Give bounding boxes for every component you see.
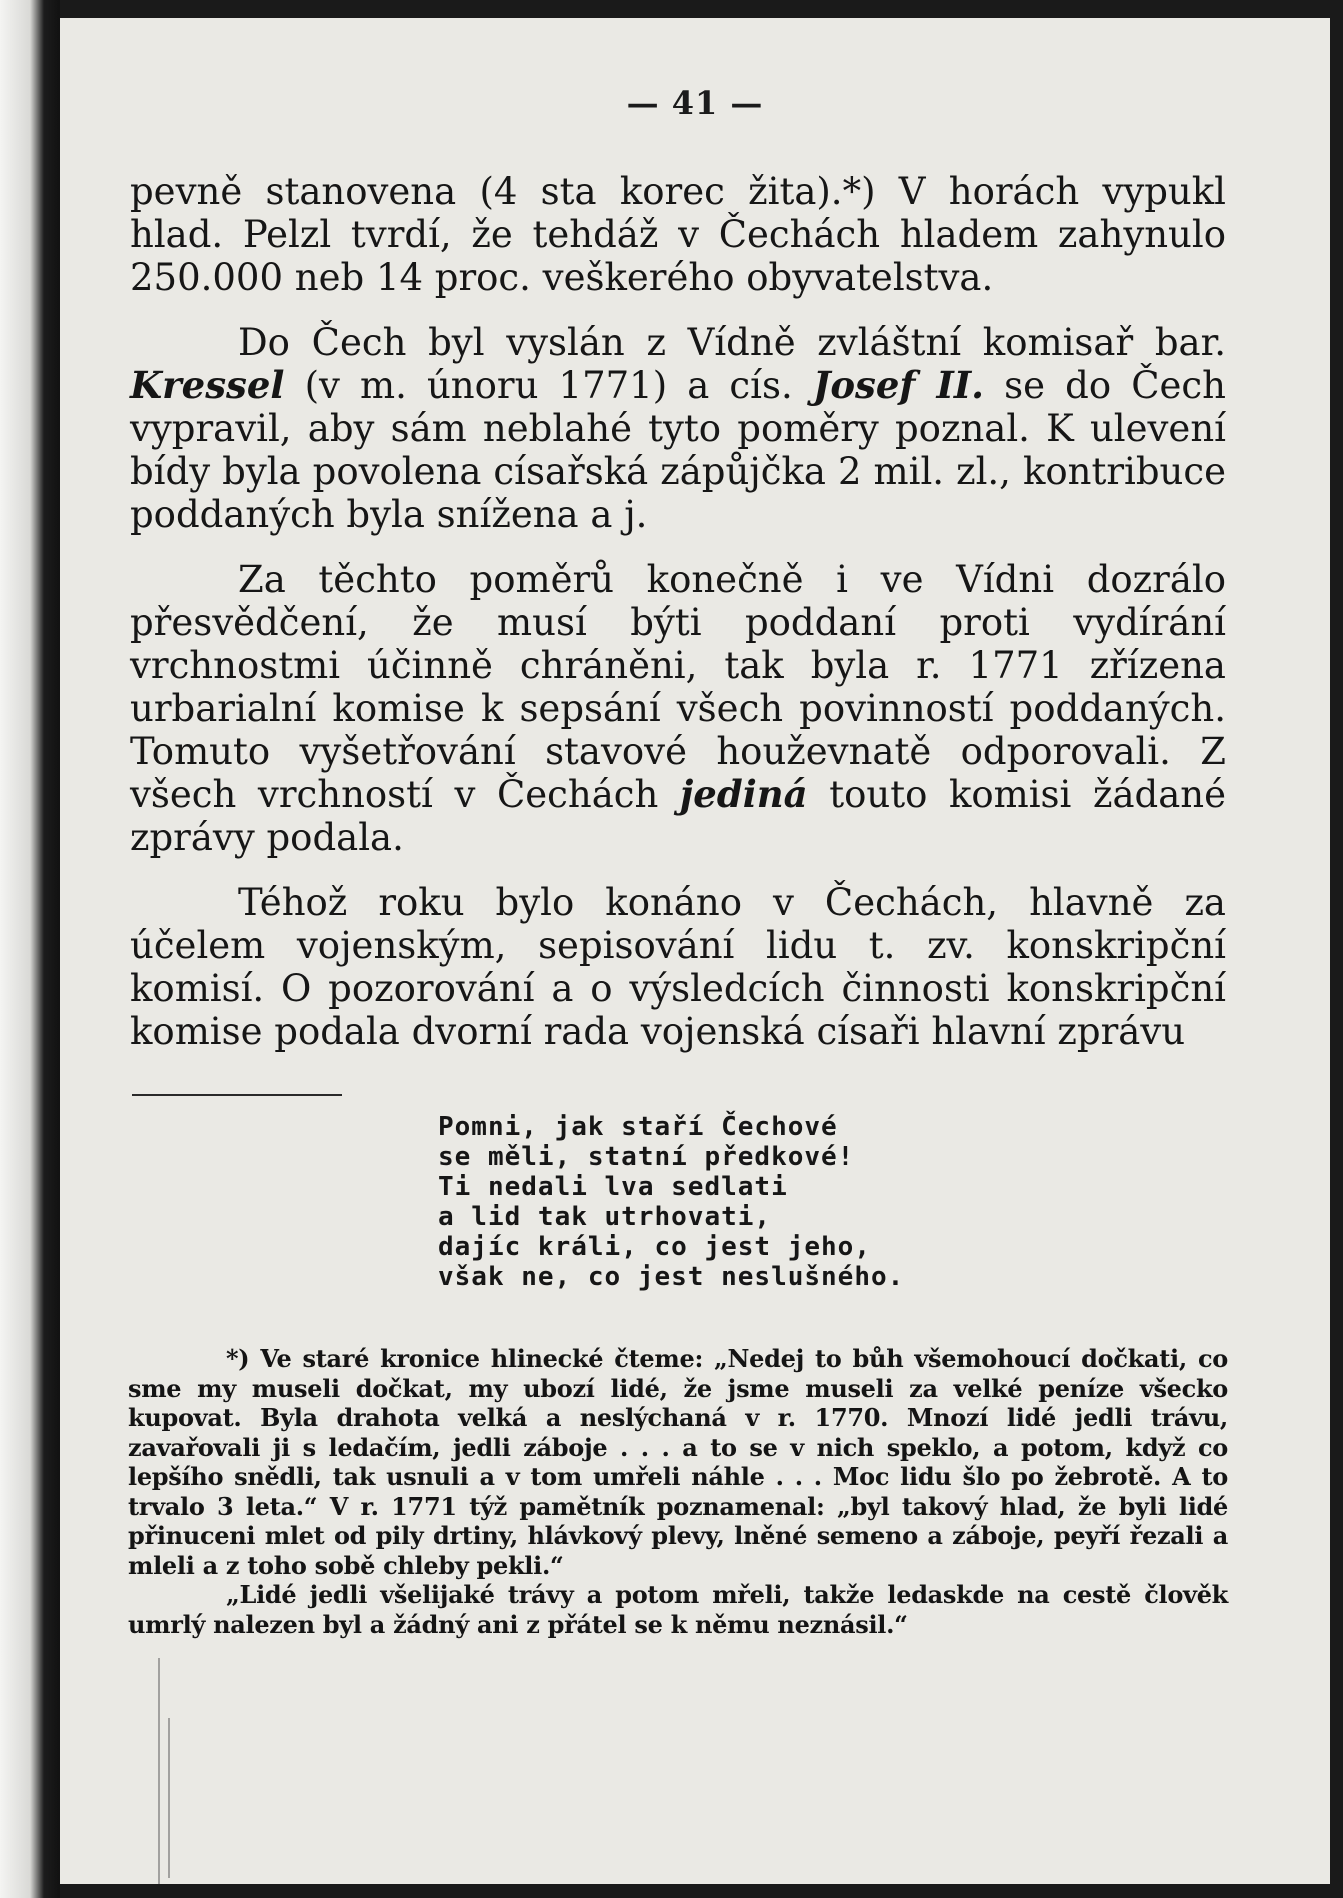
emphasis-jedina: jediná xyxy=(679,772,808,816)
poem-line: se měli, statní předkové! xyxy=(438,1142,855,1172)
scan-scratch xyxy=(168,1718,170,1878)
footnote-text-1: Ve staré kronice hlinecké čteme: „Nedej to bůh všemohoucí dočkati, co sme my museli dočkat, my ubozí lidé, že jsme museli za velké peníze všecko kupovat. Byla drahota velká a neslýchaná v r. 1770. Mnozí lidé jedli trávu, zavařovali ji s ledačím, jedli záboje . . . a to se v nich speklo, a potom, když co lepšího snědli, tak usnuli a v tom umřeli náhle . . . Moc lidu šlo po žebrotě. A to trvalo 3 leta.“ V r. 1771 týž pamětník poznamenal: „byl takový hlad, že byli lidé přinuceni mlet od pily drtiny, hlávkový plevy, lněné semeno a záboje, peyří řezali a mleli a z toho sobě chleby pekli.“ xyxy=(128,1344,1228,1580)
paragraph-2-rest: se do Čech vypravil, aby sám neblahé tyto poměry poznal. K ulevení bídy byla povolena císařská zápůjčka 2 mil. zl., kontribuce poddaných byla snížena a j. xyxy=(130,364,1226,536)
paragraph-4: Téhož roku bylo konáno v Čechách, hlavně za účelem vojenským, sepisování lidu t. zv. konskripční komisí. O pozorování a o výsledcích činnosti konskripční komise podala dvorní rada vojenská císaři hlavní zprávu xyxy=(130,881,1226,1053)
paragraph-3-before: Za těchto poměrů konečně i ve Vídni dozrálo přesvědčení, že musí býti poddaní proti vydírání vrchnostmi účinně chráněni, tak byla r. 1771 zřízena urbarialní komise k sepsání všech povinností poddaných. Tomuto vyšetřování stavové houževnatě odporovali. Z všech vrchností v Čechách xyxy=(130,558,1226,816)
paragraph-3 xyxy=(130,558,1226,859)
book-page xyxy=(60,18,1330,1884)
scan-scratch xyxy=(158,1658,160,1884)
poem-line: Pomni, jak staří Čechové xyxy=(438,1112,838,1142)
paragraph-3-after: touto komisi žádané zprávy podala. xyxy=(130,773,1226,859)
footnote-paragraph-1 xyxy=(128,1344,1228,1580)
name-josef: Josef II. xyxy=(812,363,985,407)
paragraph-1: pevně stanovena (4 sta korec žita).*) V horách vypukl hlad. Pelzl tvrdí, že tehdáž v Čechách hladem zahynulo 250.000 neb 14 proc. veškerého obyvatelstva. xyxy=(130,170,1226,299)
poem xyxy=(438,1112,904,1292)
poem-line: Ti nedali lva sedlati xyxy=(438,1172,788,1202)
paragraph-2-mid: (v m. únoru 1771) a cís. xyxy=(284,364,813,407)
footnote-paragraph-2: „Lidé jedli všelijaké trávy a potom mřeli, takže ledaskde na cestě člověk umrlý nalezen byl a žádný ani z přátel se k němu neznásil.“ xyxy=(128,1580,1228,1639)
footnote xyxy=(128,1344,1228,1639)
footnote-divider xyxy=(132,1094,342,1096)
poem-line: a lid tak utrhovati, xyxy=(438,1202,772,1232)
poem-line: dajíc králi, co jest jeho, xyxy=(438,1232,871,1262)
poem-line: však ne, co jest neslušného. xyxy=(438,1262,905,1292)
paragraph-2 xyxy=(130,321,1226,536)
name-kressel: Kressel xyxy=(130,363,285,407)
footnote-marker: *) xyxy=(226,1344,250,1373)
paragraph-2-intro: Do Čech byl vyslán z Vídně zvláštní komisař bar. xyxy=(238,321,1226,364)
main-text xyxy=(130,170,1226,1053)
page-number: — 41 — xyxy=(626,84,764,122)
page-left-margin xyxy=(0,0,60,1898)
